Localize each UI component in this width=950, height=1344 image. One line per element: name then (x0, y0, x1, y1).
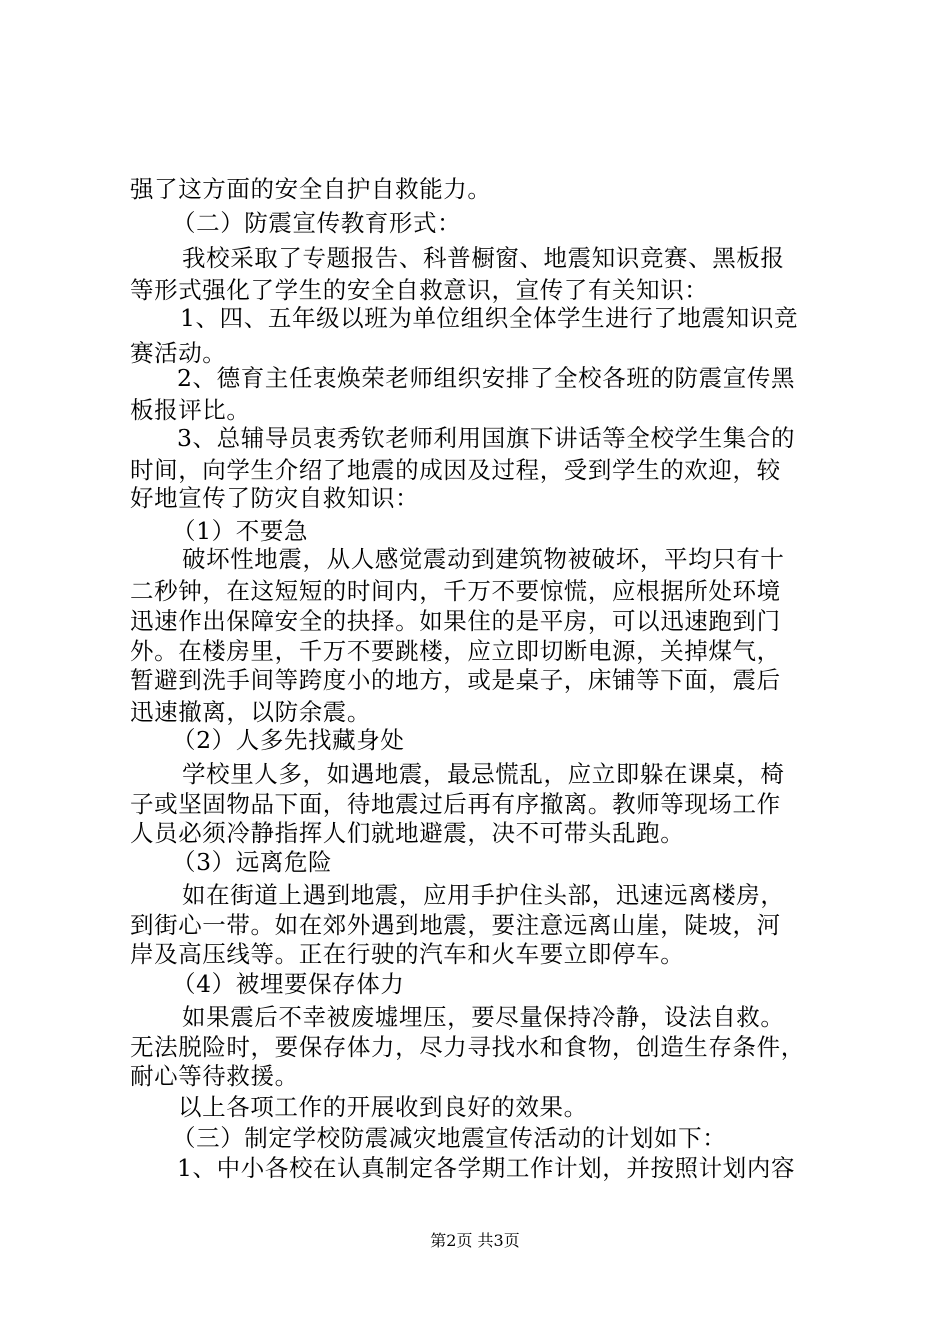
text-line: 我校采取了专题报告、科普橱窗、地震知识竞赛、黑板报 (182, 244, 785, 272)
text-line: 岸及高压线等。正在行驶的汽车和火车要立即停车。 (130, 940, 685, 968)
text-line: 时间，向学生介绍了地震的成因及过程，受到学生的欢迎，较 (130, 456, 781, 484)
text-line: 1、中小各校在认真制定各学期工作计划，并按照计划内容 (177, 1154, 796, 1182)
text-line: 子或坚固物品下面，待地震过后再有序撤离。教师等现场工作 (130, 790, 781, 818)
text-line: 以上各项工作的开展收到良好的效果。 (178, 1093, 588, 1121)
text-line: 暂避到洗手间等跨度小的地方，或是桌子，床铺等下面，震后 (130, 666, 781, 694)
text-line: 1、四、五年级以班为单位组织全体学生进行了地震知识竞 (180, 304, 799, 332)
subsection-heading: （3）远离危险 (172, 848, 333, 876)
text-line: 到街心一带。如在郊外遇到地震，要注意远离山崖，陡坡，河 (130, 911, 781, 939)
subsection-heading: （2）人多先找藏身处 (172, 726, 405, 754)
section-heading: （二）防震宣传教育形式： (172, 209, 462, 237)
text-line: 如在街道上遇到地震，应用手护住头部，迅速远离楼房， (182, 881, 785, 909)
text-line: 赛活动。 (130, 339, 227, 367)
text-line: 破坏性地震，从人感觉震动到建筑物被破坏，平均只有十 (182, 545, 785, 573)
text-line: 二秒钟，在这短短的时间内，千万不要惊慌，应根据所处环境 (130, 577, 781, 605)
text-line: 强了这方面的安全自护自救能力。 (130, 175, 492, 203)
text-line: 板报评比。 (130, 396, 251, 424)
text-line: 迅速作出保障安全的抉择。如果住的是平房，可以迅速跑到门 (130, 607, 781, 635)
text-line: 如果震后不幸被废墟埋压，要尽量保持冷静，设法自救。 (182, 1003, 785, 1031)
subsection-heading: （1）不要急 (172, 517, 309, 545)
text-line: 人员必须冷静指挥人们就地避震，决不可带头乱跑。 (130, 819, 685, 847)
text-line: 无法脱险时，要保存体力，尽力寻找水和食物，创造生存条件， (130, 1033, 805, 1061)
text-line: 3、总辅导员衷秀钦老师利用国旗下讲话等全校学生集合的 (177, 424, 796, 452)
text-line: 耐心等待救援。 (130, 1062, 299, 1090)
text-line: 等形式强化了学生的安全自救意识，宣传了有关知识： (130, 276, 709, 304)
text-line: 学校里人多，如遇地震，最忌慌乱，应立即躲在课桌，椅 (182, 760, 785, 788)
text-line: 迅速撤离，以防余震。 (130, 698, 371, 726)
page-number-footer: 第2页 共3页 (430, 1231, 520, 1250)
section-heading: （三）制定学校防震减灾地震宣传活动的计划如下： (172, 1124, 727, 1152)
text-line: 好地宣传了防灾自救知识： (130, 484, 420, 512)
text-line: 2、德育主任衷焕荣老师组织安排了全校各班的防震宣传黑 (177, 364, 796, 392)
text-line: 外。在楼房里，千万不要跳楼，应立即切断电源，关掉煤气， (130, 637, 781, 665)
subsection-heading: （4）被埋要保存体力 (172, 970, 405, 998)
